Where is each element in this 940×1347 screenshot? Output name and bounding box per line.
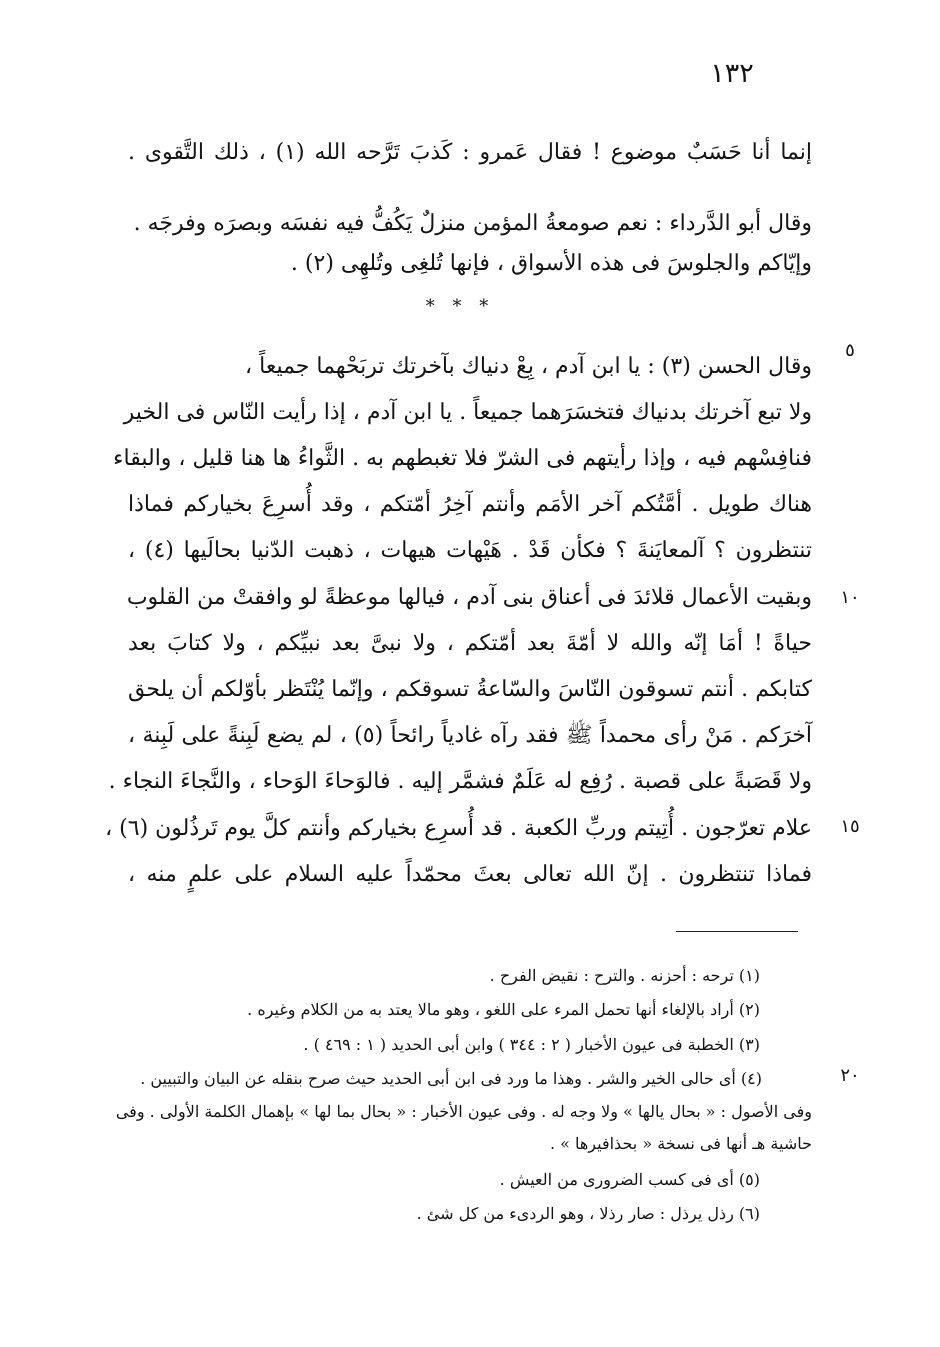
body-line-13: ولا قَصَبةً على قصبة . رُفِع له عَلَمٌ فشمَّر إليه . فالوَحاءَ الوَحاء ، والنَّجاءَ النجاء . xyxy=(108,769,812,794)
body-line-9: وبقيت الأعمال قلائدَ فى أعناق بنى آدم ، فيالها موعظةً لو وافقتْ من القلوب xyxy=(126,585,812,610)
footnote-separator-rule xyxy=(676,931,798,932)
body-line-15: فماذا تنتظرون . إنّ الله تعالى بعثَ محمّداً عليه السلام على علمٍ منه ، xyxy=(128,862,812,887)
body-line-5: ولا تبع آخرتك بدنياك فتخسَرَهما جميعاً . يا ابن آدم ، إذا رأيت النّاس فى الخير xyxy=(123,400,812,425)
footnote-3: (٣) الخطبة فى عيون الأخبار ( ٢ : ٣٤٤ ) وابن أبى الحديد ( ١ : ٤٦٩ ) . xyxy=(303,1035,760,1054)
footnote-2: (٢) أراد بالإلغاء أنها تحمل المرء على اللغو ، وهو مالا يعتد به من الكلام وغيره . xyxy=(247,1000,760,1019)
margin-line-number-20: ٢٠ xyxy=(840,1065,860,1086)
body-line-12: آخرَكم . مَنْ رأى محمداً ﷺ فقد رآه غادياً رائحاً (٥) ، لم يضع لَبِنةً على لَبِنة ، xyxy=(128,723,812,748)
body-line-7: هناك طويل . أمَّتُكم آخر الأمَم وأنتم آخِرُ أمّتكم ، وقد أُسرِعَ بخياركم فماذا xyxy=(128,492,812,517)
body-line-2: وقال أبو الدَّرداء : نعم صومعةُ المؤمن منزلٌ يَكُفُّ فيه نفسَه وبصرَه وفرجَه . xyxy=(133,211,812,236)
body-line-11: كتابكم . أنتم تسوقون النّاسَ والسّاعةُ تسوقكم ، وإنّما يُنْتَظر بأوّلكم أن يلحق xyxy=(128,677,812,702)
footnote-4-continued-end: حاشية هـ أنها فى نسخة « بحذافيرها » . xyxy=(549,1134,812,1153)
footnote-1: (١) ترحه : أحزنه . والترح : نقيض الفرح . xyxy=(489,966,760,985)
margin-line-number-5: ٥ xyxy=(845,340,855,361)
body-line-10: حياةً ! أمَا إنّه والله لا أمّةَ بعد أمّتكم ، ولا نبىَّ بعد نبيِّكم ، ولا كتابَ بعد xyxy=(128,631,812,656)
footnote-6: (٦) رذل يرذل : صار رذلا ، وهو الردىء من كل شئ . xyxy=(416,1204,760,1223)
body-line-14: علام تعرّجون . أُتِيتم وربِّ الكعبة . قد أُسرِع بخياركم وأنتم كلَّ يوم تَرذُلون (٦) ، xyxy=(105,816,812,841)
body-line-1: إنما أنا حَسَبٌ موضوع ! فقال عَمرو : كَذبَ تَرَّحه الله (١) ، ذلك التَّقوى . xyxy=(128,140,813,165)
body-line-1-spacer xyxy=(128,150,812,196)
body-line-6: فنافِسْهم فيه ، وإذا رأيتهم فى الشرّ فلا تغبطهم به . الثَّواءُ ها هنا قليل ، والبقاء xyxy=(113,446,812,471)
footnote-5: (٥) أى فى كسب الضرورى من العيش . xyxy=(499,1170,760,1189)
margin-line-number-15: ١٥ xyxy=(840,816,860,837)
footnote-4-continued: وفى الأصول : « بحال يالها » ولا وجه له . وفى عيون الأخبار : « بحال بما لها » بإهمال الكلمة الأولى . وفى xyxy=(115,1102,812,1121)
footnote-4: (٤) أى حالى الخير والشر . وهذا ما ورد فى ابن أبى الحديد حيث صرح بنقله عن البيان والتبيين . xyxy=(140,1069,762,1088)
margin-line-number-10: ١٠ xyxy=(840,587,860,608)
section-separator: * * * xyxy=(425,296,495,317)
body-line-4: وقال الحسن (٣) : يا ابن آدم ، بِعْ دنياك بآخرتك تربَحْهما جميعاً ، xyxy=(245,354,812,379)
page-number: ١٣٢ xyxy=(710,58,754,89)
body-line-3: وإيّاكم والجلوسَ فى هذه الأسواق ، فإنها تُلغِى وتُلهِى (٢) . xyxy=(290,251,812,276)
body-line-8: تنتظرون ؟ آلمعايَنةَ ؟ فكأن قَدْ . هَيْهات هيهات ، ذهبت الدّنيا بحالَيها (٤) ، xyxy=(128,538,812,563)
